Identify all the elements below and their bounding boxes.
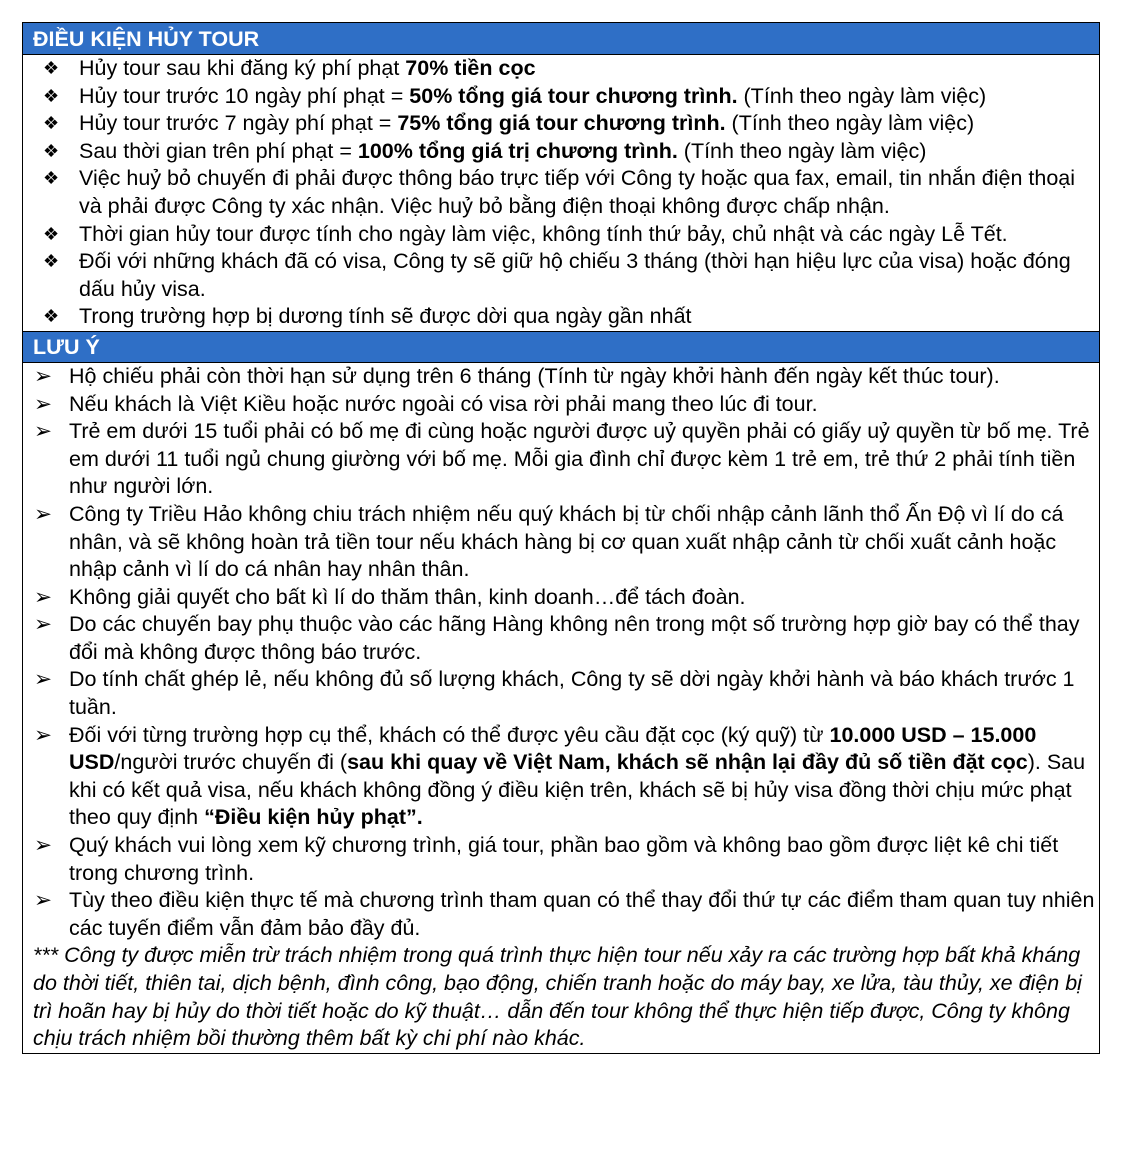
list-item: ➢ Trẻ em dưới 15 tuổi phải có bố mẹ đi cùng hoặc người được uỷ quyền phải có giấy uỷ quyền từ bố mẹ. Trẻ em dưới 11 tuổi ngủ chung giường với bố mẹ. Mỗi gia đình chỉ được kèm 1 trẻ em, trẻ thứ 2 phải tính tiền như người lớn.	[34, 419, 1090, 499]
arrow-bullet-icon: ➢	[34, 722, 53, 747]
list-item: ➢ Quý khách vui lòng xem kỹ chương trình, giá tour, phần bao gồm và không bao gồm được liệt kê chi tiết trong chương trình.	[34, 833, 1059, 885]
arrow-bullet-icon: ➢	[34, 363, 53, 388]
diamond-bullet-icon: ❖	[43, 85, 60, 106]
list-item: ➢ Hộ chiếu phải còn thời hạn sử dụng trên 6 tháng (Tính từ ngày khởi hành đến ngày kết thúc tour).	[23, 363, 1099, 391]
list-item: ➢ Do tính chất ghép lẻ, nếu không đủ số lượng khách, Công ty sẽ dời ngày khởi hành và báo khách trước 1 tuần.	[34, 667, 1075, 720]
arrow-bullet-icon: ➢	[34, 667, 53, 692]
diamond-bullet-icon: ❖	[43, 140, 60, 161]
diamond-bullet-icon: ❖	[43, 58, 60, 78]
list-item: ➢ Do các chuyến bay phụ thuộc vào các hãng Hàng không nên trong một số trường hợp giờ bay có thể thay đổi mà không được thông báo trước.	[34, 612, 1080, 664]
terms-document	[22, 22, 1100, 1054]
arrow-bullet-icon: ➢	[34, 501, 53, 526]
arrow-bullet-icon: ➢	[34, 584, 53, 609]
arrow-bullet-icon: ➢	[34, 612, 53, 637]
diamond-bullet-icon: ❖	[43, 113, 60, 134]
list-item: ❖ Hủy tour trước 10 ngày phí phạt = 50% tổng giá tour chương trình. (Tính theo ngày làm việc)	[23, 83, 1099, 111]
arrow-bullet-icon: ➢	[34, 391, 53, 416]
cancellation-list	[23, 55, 1099, 331]
arrow-bullet-icon: ➢	[34, 833, 53, 858]
diamond-bullet-icon: ❖	[43, 168, 60, 189]
list-item: ❖ Hủy tour trước 7 ngày phí phạt = 75% tổng giá tour chương trình. (Tính theo ngày làm việc)	[23, 110, 1099, 138]
list-item: ➢ Tùy theo điều kiện thực tế mà chương trình tham quan có thể thay đổi thứ tự các điểm tham quan tuy nhiên các tuyến điểm vẫn đảm bảo đầy đủ.	[34, 888, 1095, 940]
disclaimer-note: *** Công ty được miễn trừ trách nhiệm trong quá trình thực hiện tour nếu xảy ra các trường hợp bất khả kháng do thời tiết, thiên tai, dịch bệnh, đình công, bạo động, chiến tranh hoặc do máy bay, xe lửa, tàu thủy, xe điện bị trì hoãn hay bị hủy do thời tiết hoặc do kỹ thuật… dẫn đến tour không thể thực hiện tiếp được, Công ty không chịu trách nhiệm bồi thường thêm bất kỳ chi phí nào khác.	[33, 943, 1082, 1051]
list-item: ❖ Hủy tour sau khi đăng ký phí phạt 70% tiền cọc	[23, 55, 1099, 83]
list-item: ❖ Việc huỷ bỏ chuyến đi phải được thông báo trực tiếp với Công ty hoặc qua fax, email, tin nhắn điện thoại và phải được Công ty xác nhận. Việc huỷ bỏ bằng điện thoại không được chấp nhận.	[43, 166, 1076, 218]
list-item: ❖ Thời gian hủy tour được tính cho ngày làm việc, không tính thứ bảy, chủ nhật và các ngày Lễ Tết.	[23, 221, 1099, 249]
cancellation-header: ĐIỀU KIỆN HỦY TOUR	[23, 23, 1099, 55]
notes-header: LƯU Ý	[23, 331, 1099, 363]
list-item: ❖ Đối với những khách đã có visa, Công ty sẽ giữ hộ chiếu 3 tháng (thời hạn hiệu lực của visa) hoặc đóng dấu hủy visa.	[43, 249, 1071, 301]
list-item: ❖ Trong trường hợp bị dương tính sẽ được dời qua ngày gần nhất	[23, 303, 1099, 331]
arrow-bullet-icon: ➢	[34, 419, 53, 444]
notes-list	[23, 363, 1099, 942]
list-item: ❖ Sau thời gian trên phí phạt = 100% tổng giá trị chương trình. (Tính theo ngày làm việc)	[23, 138, 1099, 166]
list-item: ➢ Nếu khách là Việt Kiều hoặc nước ngoài có visa rời phải mang theo lúc đi tour.	[23, 391, 1099, 419]
list-item: ➢ Công ty Triều Hảo không chiu trách nhiệm nếu quý khách bị từ chối nhập cảnh lãnh thổ Ấn Độ vì lí do cá nhân, và sẽ không hoàn trả tiền tour nếu khách hàng bị cơ quan xuất nhập cảnh từ chối xuất cảnh hoặc nhập cảnh vì lí do cá nhân hay nhân thân.	[34, 501, 1064, 582]
deposit-item: ➢ Đối với từng trường hợp cụ thể, khách có thể được yêu cầu đặt cọc (ký quỹ) từ 10.000 USD – 15.000 USD/người trước chuyến đi (sau khi quay về Việt Nam, khách sẽ nhận lại đầy đủ số tiền đặt cọc). Sau khi có kết quả visa, nếu khách không đồng ý điều kiện trên, khách sẽ bị hủy visa đồng thời chịu mức phạt theo quy định “Điều kiện hủy phạt”.	[34, 722, 1086, 830]
arrow-bullet-icon: ➢	[34, 888, 53, 913]
diamond-bullet-icon: ❖	[43, 223, 60, 244]
list-item: ➢ Không giải quyết cho bất kì lí do thăm thân, kinh doanh…để tách đoàn.	[23, 584, 1099, 612]
diamond-bullet-icon: ❖	[43, 251, 60, 272]
diamond-bullet-icon: ❖	[43, 306, 60, 327]
